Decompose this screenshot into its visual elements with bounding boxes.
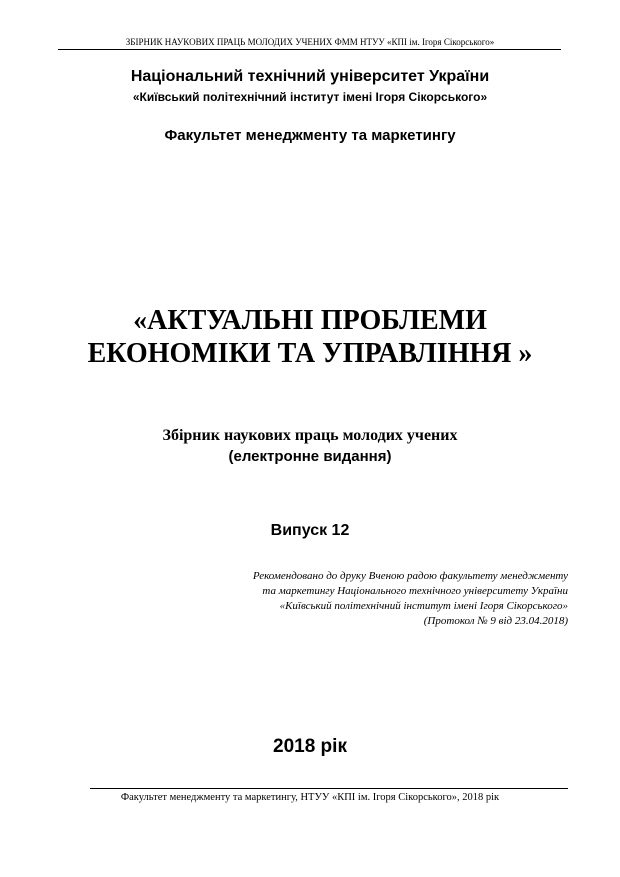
recommendation-line-3: «Київський політехнічний інститут імені Ігоря Сікорського» <box>279 600 568 612</box>
issue-number: Випуск 12 <box>270 522 350 539</box>
institution-name: Національний технічний університет України <box>130 68 490 85</box>
main-title <box>0 304 620 370</box>
institution-subname: «Київський політехнічний інститут імені Ігоря Сікорського» <box>132 90 488 104</box>
footer-divider <box>90 788 568 789</box>
running-footer: Факультет менеджменту та маркетингу, НТУУ «КПІ ім. Ігоря Сікорського», 2018 рік <box>120 792 500 803</box>
main-title-line-1: «АКТУАЛЬНІ ПРОБЛЕМИ <box>133 305 487 336</box>
main-title-line-2: ЕКОНОМІКИ ТА УПРАВЛІННЯ » <box>87 338 533 369</box>
edition-label: (електронне видання) <box>228 448 392 465</box>
recommendation-line-1: Рекомендовано до друку Вченою радою факультету менеджменту <box>252 570 568 582</box>
header-divider <box>58 49 561 50</box>
collection-type: Збірник наукових праць молодих учених <box>162 427 458 444</box>
publication-year: 2018 рік <box>273 736 347 757</box>
recommendation-line-2: та маркетингу Національного технічного університету України <box>262 585 568 597</box>
recommendation-note <box>148 569 568 629</box>
running-header: ЗБІРНИК НАУКОВИХ ПРАЦЬ МОЛОДИХ УЧЕНИХ ФММ НТУУ «КПІ ім. Ігоря Сікорського» <box>125 37 495 47</box>
recommendation-line-4: (Протокол № 9 від 23.04.2018) <box>423 615 568 627</box>
faculty-name: Факультет менеджменту та маркетингу <box>164 127 456 144</box>
